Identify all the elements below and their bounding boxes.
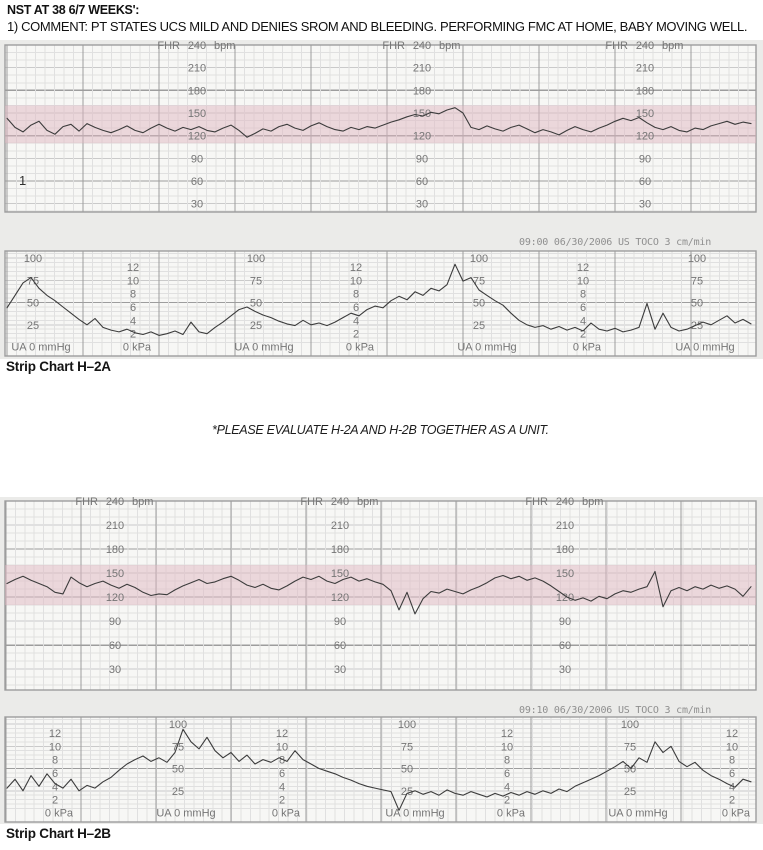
fhr-axis-tick-label: 240 <box>330 496 350 508</box>
toco-kpa-tick-label: 2 <box>579 328 587 341</box>
fhr-axis-tick-label: 210 <box>555 520 575 533</box>
toco-mmhg-zero-label: UA 0 mmHg <box>675 341 735 354</box>
toco-kpa-tick-label: 6 <box>352 301 360 314</box>
toco-mmhg-tick-label: 75 <box>249 275 263 288</box>
toco-mmhg-tick-label: 75 <box>171 741 185 754</box>
toco-kpa-tick-label: 4 <box>352 315 360 328</box>
strip-section-h2b <box>0 497 763 824</box>
fhr-axis-tick-label: 210 <box>412 62 432 75</box>
fhr-axis-tick-label: 30 <box>558 664 572 677</box>
fhr-axis-tick-label: 120 <box>105 592 125 605</box>
toco-kpa-tick-label: 12 <box>725 727 739 740</box>
toco-kpa-tick-label: 12 <box>500 727 514 740</box>
fhr-axis-tick-label: 180 <box>635 85 655 98</box>
toco-kpa-tick-label: 2 <box>51 794 59 807</box>
toco-kpa-tick-label: 10 <box>275 741 289 754</box>
toco-mmhg-tick-label: 75 <box>26 275 40 288</box>
toco-kpa-tick-label: 8 <box>579 288 587 301</box>
toco-mmhg-zero-label: UA 0 mmHg <box>234 341 294 354</box>
toco-mmhg-zero-label: UA 0 mmHg <box>608 807 668 820</box>
fhr-axis-tick-label: 60 <box>333 640 347 653</box>
fhr-axis-tick-label: 150 <box>330 568 350 581</box>
toco-mmhg-tick-label: 75 <box>623 741 637 754</box>
toco-mmhg-tick-label: 100 <box>23 253 43 265</box>
toco-kpa-tick-label: 4 <box>51 781 59 794</box>
fhr-chart-h2b <box>5 496 756 690</box>
toco-kpa-zero-label: 0 kPa <box>44 807 74 820</box>
toco-mmhg-zero-label: UA 0 mmHg <box>11 341 71 354</box>
timestamp-h2b: 09:10 06/30/2006 US TOCO 3 cm/min <box>519 705 712 716</box>
toco-kpa-tick-label: 12 <box>126 261 140 274</box>
fhr-axis-tick-label: 90 <box>190 153 204 166</box>
fhr-axis-unit-label: bpm <box>582 496 604 508</box>
toco-kpa-tick-label: 8 <box>278 754 286 767</box>
fhr-axis-tick-label: 240 <box>555 496 575 508</box>
toco-mmhg-zero-label: UA 0 mmHg <box>385 807 445 820</box>
toco-mmhg-tick-label: 25 <box>472 319 486 332</box>
toco-kpa-tick-label: 4 <box>129 315 137 328</box>
fhr-axis-unit-label: bpm <box>214 40 236 52</box>
toco-mmhg-tick-label: 50 <box>472 297 486 310</box>
fhr-axis-tick-label: 30 <box>415 198 429 211</box>
fhr-axis-tick-label: 150 <box>412 108 432 121</box>
toco-mmhg-tick-label: 25 <box>623 785 637 798</box>
fhr-axis-tick-label: 120 <box>412 130 432 143</box>
fhr-axis-unit-label: bpm <box>662 40 684 52</box>
fhr-axis-tick-label: 210 <box>187 62 207 75</box>
toco-kpa-zero-label: 0 kPa <box>496 807 526 820</box>
toco-kpa-tick-label: 12 <box>275 727 289 740</box>
toco-kpa-zero-label: 0 kPa <box>122 341 152 354</box>
toco-kpa-tick-label: 8 <box>503 754 511 767</box>
toco-kpa-tick-label: 10 <box>500 741 514 754</box>
toco-mmhg-tick-label: 75 <box>400 741 414 754</box>
toco-kpa-zero-label: 0 kPa <box>271 807 301 820</box>
fhr-axis-tick-label: 90 <box>108 616 122 629</box>
fhr-axis-tick-label: 180 <box>187 85 207 98</box>
toco-kpa-tick-label: 6 <box>129 301 137 314</box>
fhr-axis-unit-label: bpm <box>132 496 154 508</box>
fhr-axis-tick-label: 120 <box>187 130 207 143</box>
toco-kpa-tick-label: 8 <box>51 754 59 767</box>
toco-kpa-zero-label: 0 kPa <box>345 341 375 354</box>
toco-kpa-tick-label: 8 <box>728 754 736 767</box>
fhr-axis-tick-label: 150 <box>555 568 575 581</box>
toco-mmhg-tick-label: 100 <box>397 719 417 731</box>
strip-title-h2a: Strip Chart H–2A <box>6 359 111 374</box>
toco-mmhg-tick-label: 50 <box>690 297 704 310</box>
fhr-axis-tick-label: 120 <box>330 592 350 605</box>
fhr-axis-tick-label: 210 <box>635 62 655 75</box>
toco-mmhg-tick-label: 25 <box>400 785 414 798</box>
toco-kpa-tick-label: 6 <box>51 767 59 780</box>
toco-kpa-tick-label: 6 <box>728 767 736 780</box>
toco-mmhg-tick-label: 75 <box>472 275 486 288</box>
fhr-axis-tick-label: 60 <box>638 176 652 189</box>
evaluation-note: *PLEASE EVALUATE H-2A AND H-2B TOGETHER AS A UNIT. <box>212 423 549 437</box>
fhr-axis-tick-label: 150 <box>105 568 125 581</box>
toco-mmhg-tick-label: 25 <box>26 319 40 332</box>
fhr-axis-tick-label: 120 <box>635 130 655 143</box>
page-title: NST AT 38 6/7 WEEKS': <box>7 3 140 17</box>
toco-mmhg-tick-label: 100 <box>469 253 489 265</box>
toco-kpa-tick-label: 10 <box>48 741 62 754</box>
fhr-axis-tick-label: 30 <box>108 664 122 677</box>
fhr-axis-tick-label: 240 <box>635 40 655 52</box>
toco-mmhg-tick-label: 50 <box>26 297 40 310</box>
fhr-axis-tick-label: 240 <box>412 40 432 52</box>
fhr-axis-unit-label: bpm <box>357 496 379 508</box>
toco-mmhg-tick-label: 25 <box>249 319 263 332</box>
toco-mmhg-tick-label: 50 <box>171 763 185 776</box>
toco-chart-h2b <box>5 717 756 822</box>
fhr-axis-tick-label: 180 <box>330 544 350 557</box>
fhr-axis-unit-label: FHR <box>157 40 180 52</box>
fhr-axis-unit-label: FHR <box>382 40 405 52</box>
fhr-axis-tick-label: 210 <box>330 520 350 533</box>
toco-kpa-tick-label: 4 <box>579 315 587 328</box>
fhr-axis-unit-label: bpm <box>439 40 461 52</box>
fhr-axis-tick-label: 90 <box>415 153 429 166</box>
comment-line: 1) COMMENT: PT STATES UCS MILD AND DENIES SROM AND BLEEDING. PERFORMING FMC AT HOME, BABY MOVING WELL. <box>7 19 748 34</box>
toco-kpa-tick-label: 6 <box>503 767 511 780</box>
toco-mmhg-tick-label: 50 <box>623 763 637 776</box>
fhr-axis-tick-label: 150 <box>635 108 655 121</box>
toco-kpa-tick-label: 4 <box>278 781 286 794</box>
fhr-chart-h2a <box>5 40 756 212</box>
toco-mmhg-tick-label: 25 <box>690 319 704 332</box>
toco-kpa-tick-label: 2 <box>503 794 511 807</box>
toco-kpa-zero-label: 0 kPa <box>572 341 602 354</box>
fhr-axis-tick-label: 210 <box>105 520 125 533</box>
toco-kpa-tick-label: 6 <box>579 301 587 314</box>
toco-mmhg-tick-label: 100 <box>168 719 188 731</box>
toco-kpa-tick-label: 2 <box>352 328 360 341</box>
toco-mmhg-zero-label: UA 0 mmHg <box>457 341 517 354</box>
toco-mmhg-zero-label: UA 0 mmHg <box>156 807 216 820</box>
fhr-axis-unit-label: FHR <box>525 496 548 508</box>
fhr-axis-tick-label: 30 <box>333 664 347 677</box>
toco-kpa-tick-label: 2 <box>129 328 137 341</box>
toco-mmhg-tick-label: 50 <box>400 763 414 776</box>
toco-kpa-tick-label: 4 <box>503 781 511 794</box>
toco-kpa-tick-label: 8 <box>352 288 360 301</box>
fhr-axis-tick-label: 90 <box>638 153 652 166</box>
toco-kpa-tick-label: 10 <box>126 275 140 288</box>
toco-kpa-tick-label: 4 <box>728 781 736 794</box>
fhr-axis-tick-label: 180 <box>412 85 432 98</box>
fhr-axis-tick-label: 150 <box>187 108 207 121</box>
fhr-axis-unit-label: FHR <box>75 496 98 508</box>
toco-chart-h2a <box>5 251 756 356</box>
fhr-axis-tick-label: 90 <box>333 616 347 629</box>
toco-kpa-tick-label: 12 <box>48 727 62 740</box>
fhr-axis-unit-label: FHR <box>605 40 628 52</box>
toco-kpa-tick-label: 2 <box>728 794 736 807</box>
toco-kpa-tick-label: 2 <box>278 794 286 807</box>
toco-kpa-tick-label: 12 <box>576 261 590 274</box>
toco-kpa-tick-label: 10 <box>349 275 363 288</box>
fhr-axis-tick-label: 60 <box>190 176 204 189</box>
paper-page-number: 1 <box>19 172 27 188</box>
fhr-axis-tick-label: 60 <box>108 640 122 653</box>
fhr-axis-tick-label: 30 <box>638 198 652 211</box>
toco-mmhg-tick-label: 25 <box>171 785 185 798</box>
fhr-axis-tick-label: 60 <box>415 176 429 189</box>
strip-section-h2a <box>0 40 763 359</box>
toco-mmhg-tick-label: 100 <box>620 719 640 731</box>
fhr-axis-tick-label: 90 <box>558 616 572 629</box>
toco-mmhg-tick-label: 75 <box>690 275 704 288</box>
toco-mmhg-tick-label: 100 <box>687 253 707 265</box>
toco-mmhg-tick-label: 100 <box>246 253 266 265</box>
fhr-axis-tick-label: 240 <box>187 40 207 52</box>
toco-kpa-tick-label: 10 <box>725 741 739 754</box>
strip-title-h2b: Strip Chart H–2B <box>6 826 111 841</box>
fhr-axis-tick-label: 180 <box>105 544 125 557</box>
timestamp-h2a: 09:00 06/30/2006 US TOCO 3 cm/min <box>519 237 712 248</box>
toco-kpa-zero-label: 0 kPa <box>721 807 751 820</box>
fhr-axis-unit-label: FHR <box>300 496 323 508</box>
fhr-axis-tick-label: 120 <box>555 592 575 605</box>
toco-mmhg-tick-label: 50 <box>249 297 263 310</box>
fhr-axis-tick-label: 240 <box>105 496 125 508</box>
fhr-axis-tick-label: 30 <box>190 198 204 211</box>
toco-kpa-tick-label: 12 <box>349 261 363 274</box>
fhr-axis-tick-label: 180 <box>555 544 575 557</box>
fhr-axis-tick-label: 60 <box>558 640 572 653</box>
toco-kpa-tick-label: 6 <box>278 767 286 780</box>
toco-kpa-tick-label: 10 <box>576 275 590 288</box>
toco-kpa-tick-label: 8 <box>129 288 137 301</box>
